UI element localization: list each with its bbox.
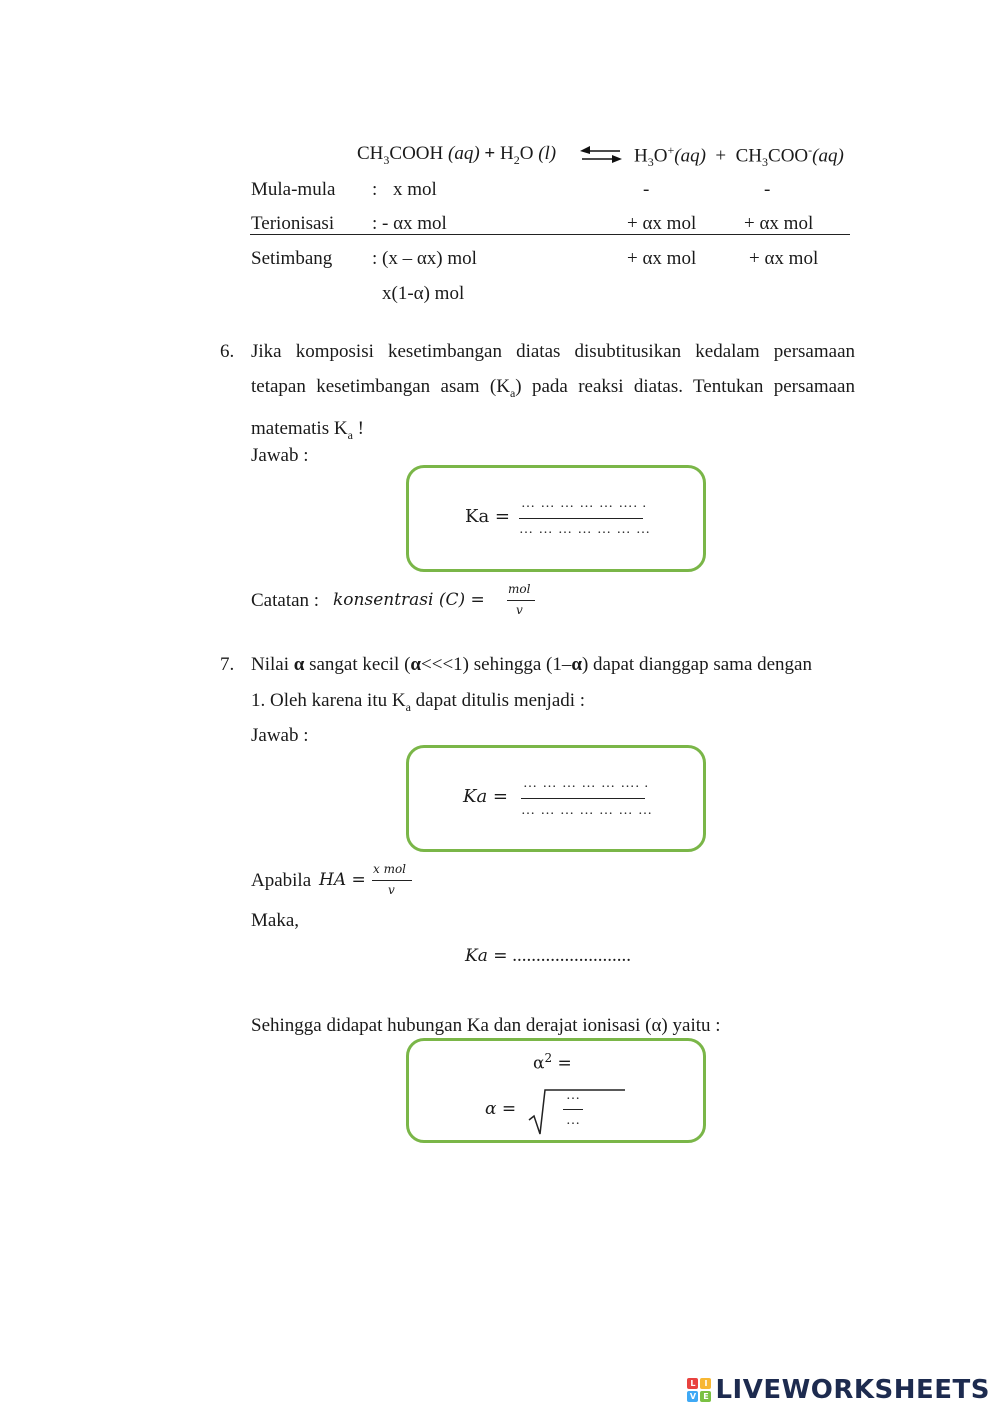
- note-label: Catatan :: [251, 590, 320, 611]
- alpha-squared[interactable]: $\alpha^2$ =: [533, 1051, 572, 1074]
- question-7-line2: 1. Oleh karena itu $K_a$ dapat ditulis menjadi :: [251, 690, 586, 714]
- ka-label: Ka =: [463, 786, 508, 807]
- logo-text: LIVEWORKSHEETS: [715, 1375, 990, 1405]
- question-6-text: Jika komposisi kesetimbangan diatas disubtitusikan kedalam persamaan tetapan kesetimbangan asam $(K_a)$ pada reaksi diatas. Tentukan persamaan matematis $K_a$ !: [251, 341, 855, 442]
- ka-numerator[interactable]: … … … … … …. .: [521, 496, 647, 511]
- reaction-equation: $CH_3COOH$ $(aq) + H_2O$ (l): [357, 143, 557, 167]
- ka-numerator[interactable]: … … … … … …. .: [523, 776, 649, 791]
- row-reactant-ionized: - αx mol: [382, 213, 447, 234]
- question-7-line1: Nilai α sangat kecil (α<<<1) sehingga (1–α) dapat dianggap sama dengan: [251, 654, 812, 675]
- row-label-initial: Mula-mula: [251, 179, 336, 200]
- row-reactant-initial: x mol: [393, 179, 437, 200]
- ha-denominator: v: [388, 883, 395, 897]
- fraction-bar: [521, 798, 645, 799]
- row-p2-ionized: + αx mol: [744, 213, 814, 234]
- note-numerator: mol: [508, 582, 531, 596]
- ka-denominator[interactable]: … … … … … … …: [519, 522, 651, 537]
- question-number-6: 6.: [220, 341, 235, 362]
- ka-result[interactable]: Ka = .........................: [465, 945, 631, 966]
- ka-label: Ka =: [465, 506, 510, 527]
- row-colon: :: [372, 248, 378, 269]
- row-label-equilibrium: Setimbang: [251, 248, 333, 269]
- row-colon: :: [372, 179, 378, 200]
- ha-numerator: x mol: [373, 862, 407, 876]
- root-numerator[interactable]: …: [566, 1088, 581, 1103]
- question-number-7: 7.: [220, 654, 235, 675]
- answer-box-alpha[interactable]: [406, 1038, 706, 1143]
- relation-text: Sehingga didapat hubungan Ka dan derajat ionisasi (α) yaitu :: [251, 1015, 721, 1036]
- ha-fraction-bar: [372, 880, 412, 881]
- answer-label-7: Jawab :: [251, 725, 309, 746]
- row-p1-initial: -: [643, 179, 650, 200]
- row-extra: x(1-α) mol: [382, 283, 465, 304]
- apabila-label: Apabila: [251, 870, 312, 891]
- row-p1-ionized: + αx mol: [627, 213, 697, 234]
- row-colon: :: [372, 213, 378, 234]
- note-fraction-bar: [507, 600, 535, 601]
- ha-formula: HA =: [319, 870, 366, 890]
- maka-label: Maka,: [251, 910, 300, 931]
- row-p2-equilibrium: + αx mol: [749, 248, 819, 269]
- equilibrium-arrows-icon: [578, 145, 624, 165]
- root-fraction-bar: [563, 1109, 583, 1110]
- answer-box-6[interactable]: [406, 465, 706, 572]
- fraction-bar: [519, 518, 643, 519]
- note-denominator: v: [516, 603, 523, 617]
- row-p2-initial: -: [764, 179, 771, 200]
- ka-denominator[interactable]: … … … … … … …: [521, 803, 653, 818]
- row-label-ionized: Terionisasi: [251, 213, 335, 234]
- logo-icon: L I V E: [687, 1378, 711, 1402]
- table-divider: [250, 234, 850, 235]
- liveworksheets-logo: [687, 1375, 990, 1405]
- root-denominator[interactable]: …: [566, 1113, 581, 1128]
- row-reactant-equilibrium: (x – αx) mol: [382, 248, 477, 269]
- row-p1-equilibrium: + αx mol: [627, 248, 697, 269]
- answer-box-7[interactable]: [406, 745, 706, 852]
- note-formula: konsentrasi (C) =: [333, 590, 485, 610]
- alpha-equals: α =: [485, 1099, 517, 1119]
- answer-label-6: Jawab :: [251, 445, 309, 466]
- reaction-products: $H_3O^+(aq) + CH_3COO^-(aq)$: [634, 143, 844, 170]
